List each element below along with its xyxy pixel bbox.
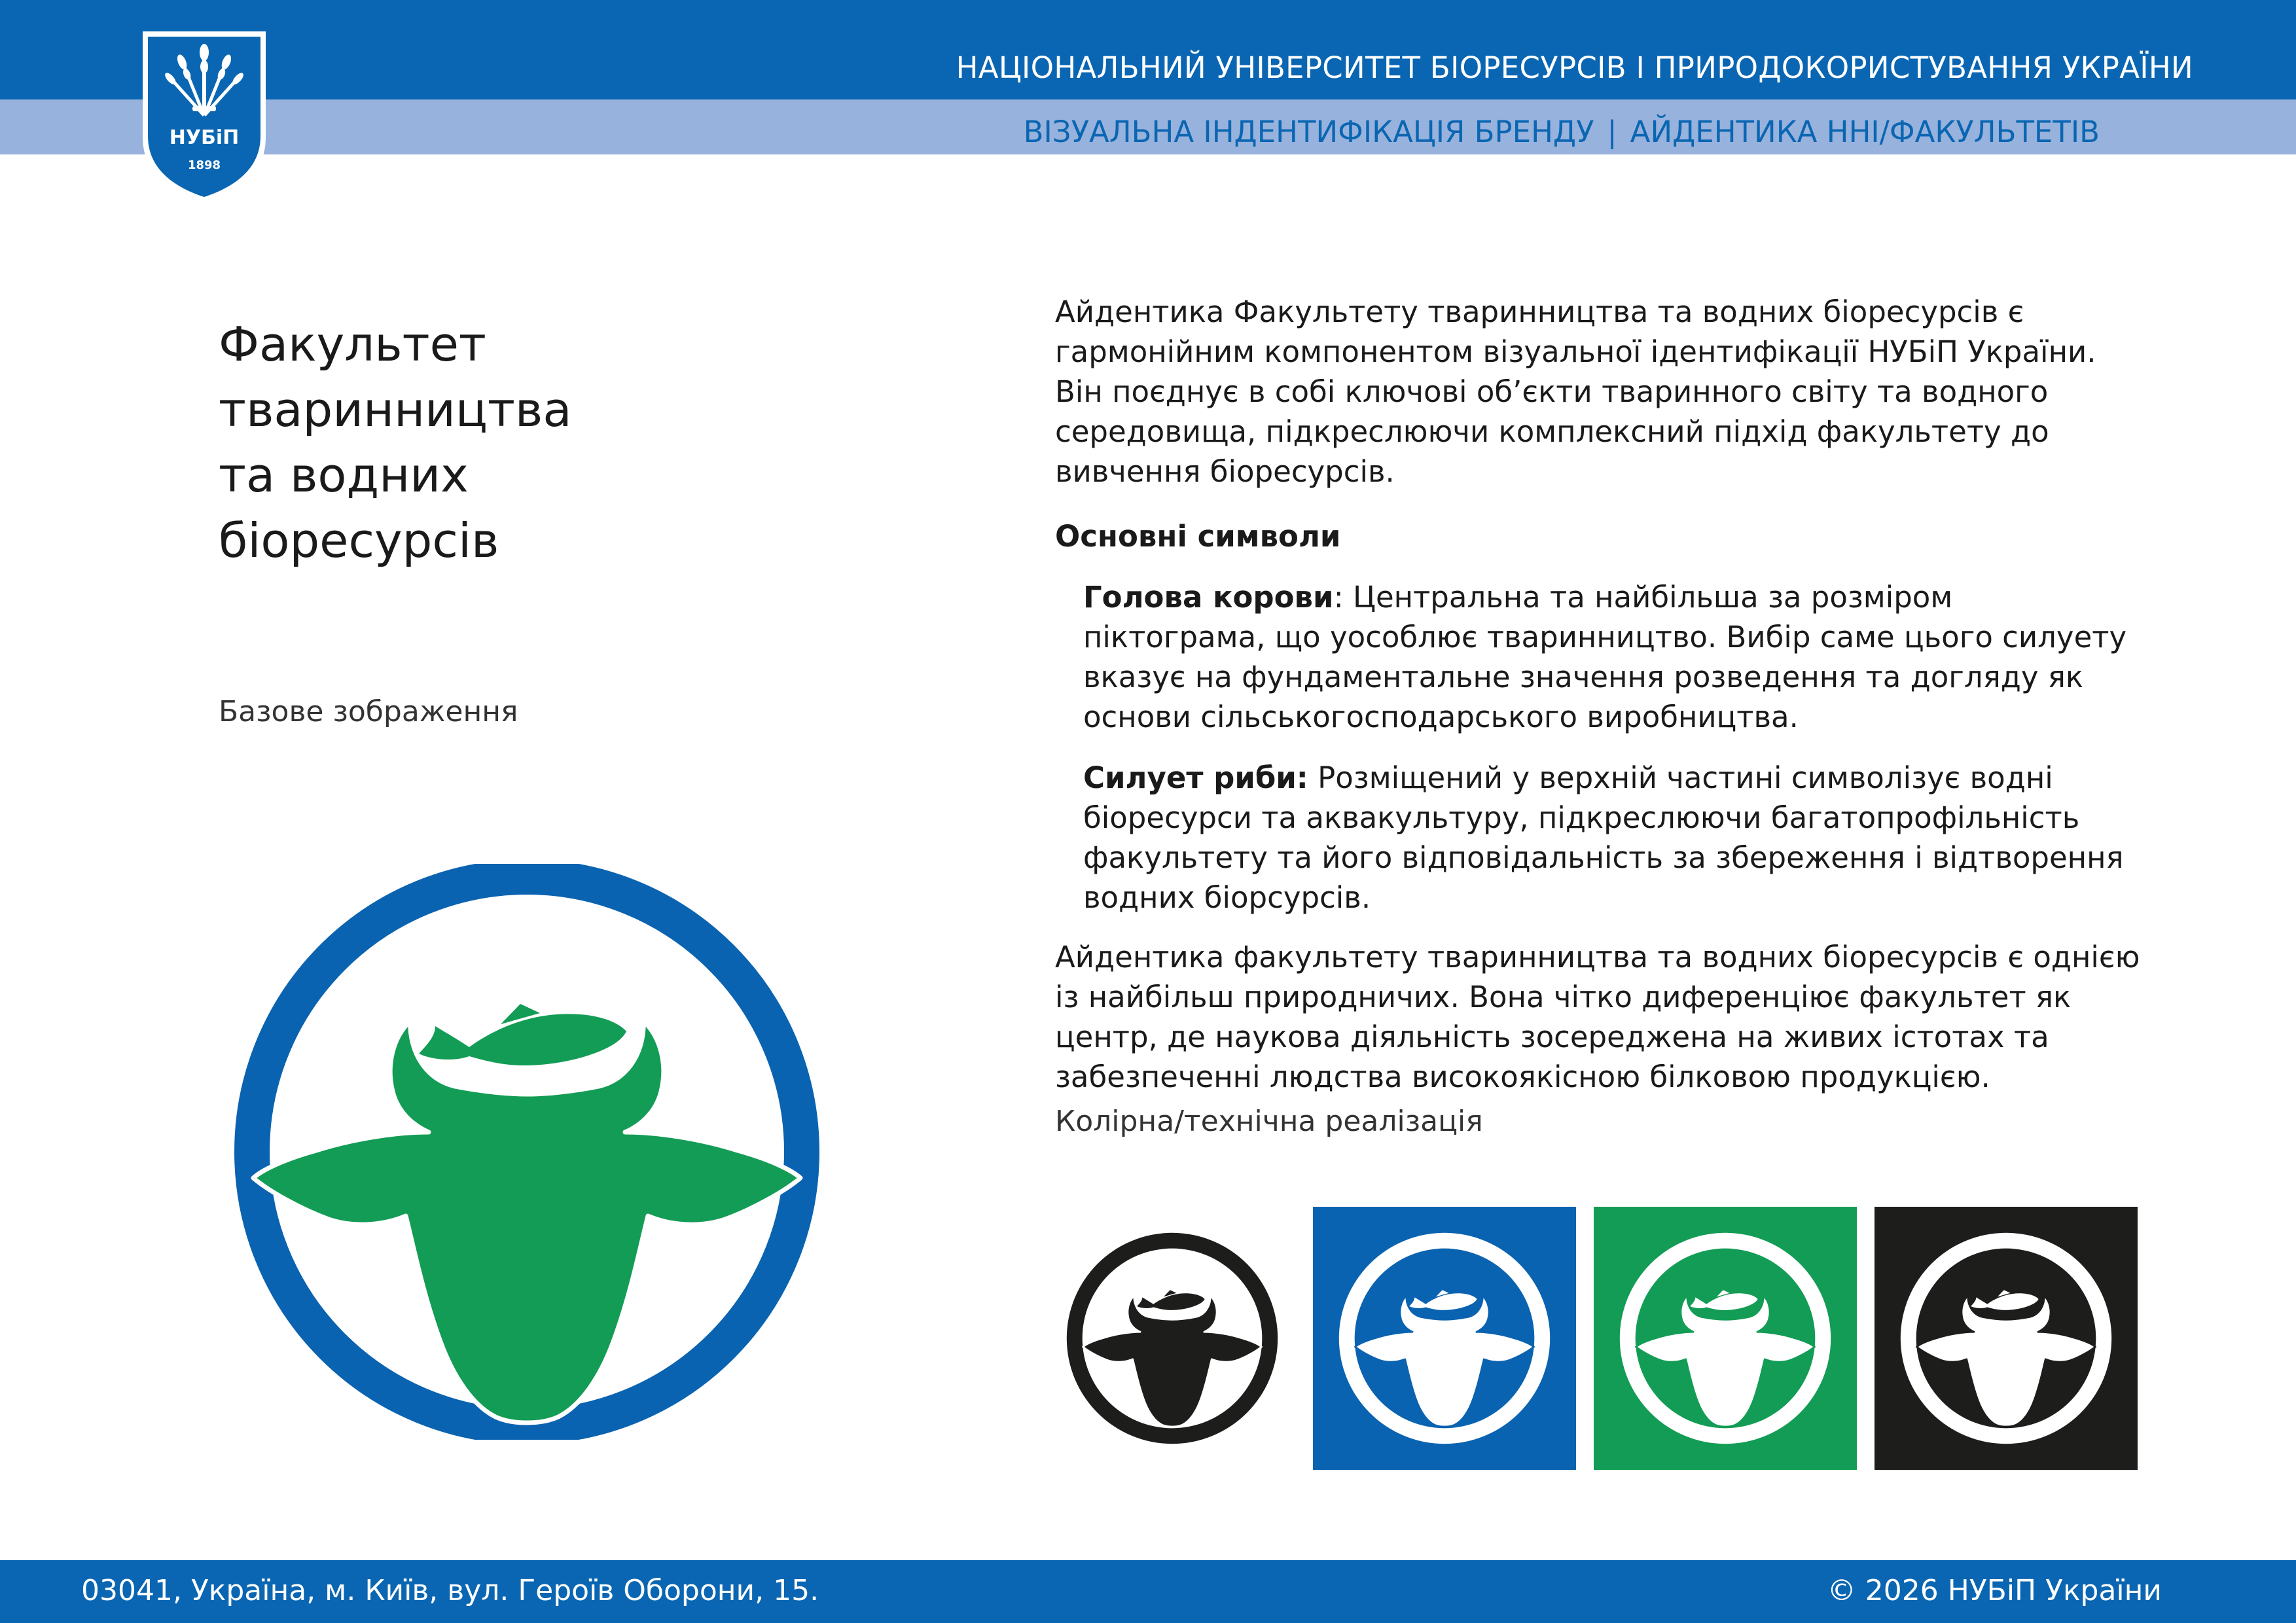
symbol-item: [1083, 758, 2142, 918]
variant-black-on-white: [1041, 1207, 1304, 1470]
logo-year: 1898: [187, 158, 221, 172]
faculty-title: [219, 312, 808, 573]
color-implementation-caption: Колірна/технічна реалізація: [1055, 1105, 1483, 1138]
logo-name: НУБіП: [169, 126, 240, 149]
fish-icon: [419, 1004, 626, 1065]
university-shield-logo: [139, 29, 270, 207]
footer-address: 03041, Україна, м. Київ, вул. Героїв Оборони, 15.: [81, 1574, 819, 1607]
breadcrumb-separator: |: [1607, 115, 1617, 149]
symbol-text: Розміщений у верхній частині символізує водні біоресурси та аквакультуру, підкреслюючи багатопрофільність факультету та його відповідальність за збереження і відтворення водних біорсурсів.: [1083, 760, 2124, 915]
footer-copyright: © 2026 НУБіП України: [1827, 1574, 2162, 1607]
variant-white-on-black: [1874, 1207, 2138, 1470]
variant-white-on-blue: [1313, 1207, 1576, 1470]
faculty-title-line: тваринництва: [219, 382, 572, 437]
faculty-title-line: біоресурсів: [219, 513, 499, 568]
cow-head-with-fish-icon: [196, 864, 857, 1440]
faculty-title-line: Факультет: [219, 317, 486, 372]
description-block: [1055, 292, 2142, 1097]
breadcrumb-faculty-identity: АЙДЕНТИКА ННІ/ФАКУЛЬТЕТІВ: [1630, 115, 2100, 149]
variant-white-on-green: [1594, 1207, 1857, 1470]
base-image-caption: Базове зображення: [219, 695, 518, 728]
symbol-text: : Центральна та найбільша за розміром піктограма, що уособлює тваринництво. Вибір саме цього силуету вказує на фундаментальне значення розведення та догляду як основи сільськогосподарського виробництва.: [1083, 580, 2127, 734]
faculty-title-line: та водних: [219, 448, 469, 503]
section-breadcrumb: [1024, 114, 2100, 151]
symbol-item: [1083, 577, 2142, 737]
outro-paragraph: Айдентика факультету тваринництва та водних біоресурсів є однією із найбільш природничих. Вона чітко диференціює факультет як центр, де наукова діяльність зосереджена на живих істотах та забезпеченні людства високоякісною білковою продукцією.: [1055, 940, 2140, 1094]
symbol-term: Голова корови: [1083, 580, 1334, 615]
intro-paragraph: Айдентика Факультету тваринництва та водних біоресурсів є гармонійним компонентом візуальної ідентифікації НУБіП України. Він поєднує в собі ключові об’єкти тваринного світу та водного середовища, підкреслюючи комплексний підхід факультету до вивчення біоресурсів.: [1055, 294, 2096, 489]
symbols-heading: Основні символи: [1055, 519, 1341, 554]
breadcrumb-brand-identity: ВІЗУАЛЬНА ІНДЕНТИФІКАЦІЯ БРЕНДУ: [1023, 115, 1594, 149]
university-name: НАЦІОНАЛЬНИЙ УНІВЕРСИТЕТ БІОРЕСУРСІВ І ПРИРОДОКОРИСТУВАННЯ УКРАЇНИ: [956, 50, 2193, 85]
symbol-term: Силует риби:: [1083, 760, 1308, 795]
